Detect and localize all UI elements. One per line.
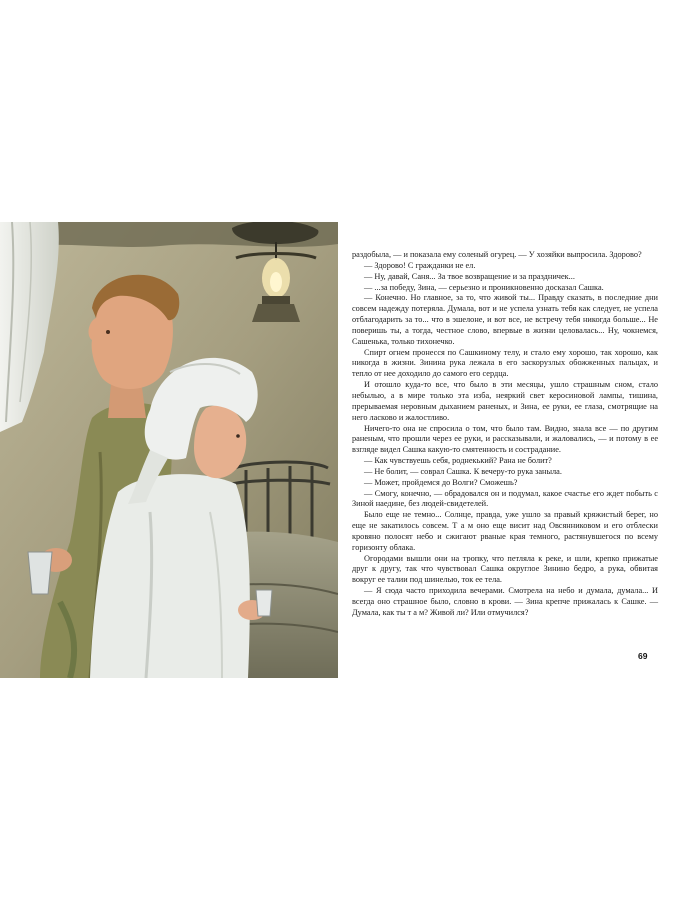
paragraph: — Может, пройдемся до Волги? Сможешь? [364,477,518,487]
nurse-gown [90,474,250,678]
page-number: 69 [638,651,648,661]
text-column [352,250,658,619]
cup-right [256,590,272,616]
paragraph: — Смогу, конечно, — обрадовался он и подумал, какое счастье его ждет побыть с Зиной наедине, без людей-свидетелей. [352,488,658,509]
book-illustration [0,222,338,678]
watercolor-painting [0,222,338,678]
cup-left [28,552,52,594]
paragraph: Было еще не темно... Солнце, правда, уже ушло за правый кряжистый берег, но еще не закатилось совсем. Т а м оно еще висит над Овсянниковом и его отблески кровяно полосят небо и сжигают рваные края темного, растянувшегося по всему горизонту облака. [352,510,658,552]
paragraph: Огородами вышли они на тропку, что петляла к реке, и шли, крепко прижатые друг к другу, так что чувствовал Сашка округлое Зинино бедро, а рука, обвитая вокруг ее талии под шинелью, ток ее тела. [352,553,658,585]
paragraph: — Здорово! С гражданки не ел. [364,260,476,270]
paragraph: — Как чувствуешь себя, роднекький? Рана не болит? [364,456,552,466]
paragraph: И отошло куда-то все, что было в эти месяцы, ушло страшным сном, стало небылью, а в мире только эта изба, неяркий свет керосиновой лампы, тишина, прерываемая неровным дыханием раненых, и Зина, ее руки, ее глаза, смотрящие на него ласково и жалостливо. [352,380,658,422]
paragraph: — Я сюда часто приходила вечерами. Смотрела на небо и думала, думала... И всегда оно страшное было, словно в крови. — Зина крепче прижалась к Сашке. — Думала, как ты т а м? Живой ли? Или отмучился? [352,586,658,617]
paragraph: Спирт огнем пронесся по Сашкиному телу, и стало ему хорошо, так хорошо, как никогда в жизни. Зинина рука лежала в его заскорузлых обожженных пальцах, и тепло от нее доходило до самого его сердца. [352,347,658,379]
paragraph: Ничего-то она не спросила о том, что было там. Видно, знала все — по другим раненым, что прошли через ее руки, и рассказывали, и жаловались, — и потому в ее взгляде видел Сашка какую-то смятенность и сострадание. [352,423,658,455]
paragraph: — Конечно. Но главное, за то, что живой ты... Правду сказать, в последние дни совсем надежду потеряла. Думала, вот и не успела узнать тебя как следует, не успела отблагодарить за то... что в эшелоне, и вот все, не встречу тебя никогда больше... Не поверишь ты, а тогда, честное слово, впервые в жизни целовалась... Ну, чокнемся, Сашенька, только тихонечко. [352,293,658,346]
paragraph: — Ну, давай, Саня... За твое возвращение и за праздничек... [364,271,575,281]
paragraph: — ...за победу, Зина, — серьезно и проникновенно досказал Сашка. [364,282,604,292]
paragraph: — Не болит, — соврал Сашка. К вечеру-то рука заныла. [364,466,562,476]
paragraph: раздобыла, — и показала ему соленый огурец. — У хозяйки выпросила. Здорово? [352,250,642,259]
